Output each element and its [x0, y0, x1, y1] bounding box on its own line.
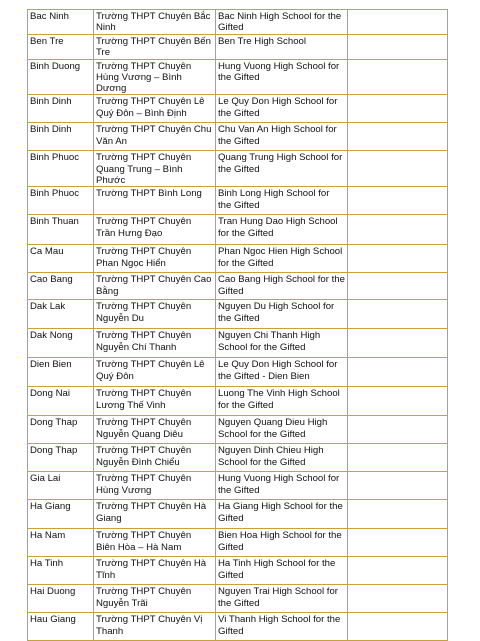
- table-row: [28, 472, 448, 500]
- province-cell: Dien Bien: [28, 358, 94, 387]
- province-cell: Ca Mau: [28, 245, 94, 273]
- table-row: [28, 215, 448, 245]
- empty-cell: [348, 329, 448, 358]
- empty-cell: [348, 387, 448, 416]
- empty-cell: [348, 59, 448, 95]
- empty-cell: [348, 585, 448, 613]
- province-cell: Ben Tre: [28, 35, 94, 60]
- table-row: [28, 387, 448, 416]
- province-cell: Dong Thap: [28, 444, 94, 472]
- empty-cell: [348, 273, 448, 300]
- vietnamese-name-cell: Trường THPT Chuyên Nguyễn Du: [94, 300, 216, 329]
- table-row: [28, 329, 448, 358]
- vietnamese-name-cell: Trường THPT Chuyên Nguyễn Trãi: [94, 585, 216, 613]
- province-cell: Dak Lak: [28, 300, 94, 329]
- english-name-cell: Quang Trung High School for the Gifted: [216, 151, 348, 187]
- province-cell: Dong Thap: [28, 416, 94, 444]
- empty-cell: [348, 500, 448, 529]
- table-row: [28, 151, 448, 187]
- vietnamese-name-cell: Trường THPT Chuyên Bắc Ninh: [94, 10, 216, 35]
- vietnamese-name-cell: Trường THPT Chuyên Bến Tre: [94, 35, 216, 60]
- vietnamese-name-cell: Trường THPT Chuyên Lê Quý Đôn – Bình Định: [94, 95, 216, 123]
- province-cell: Hai Duong: [28, 585, 94, 613]
- empty-cell: [348, 529, 448, 557]
- vietnamese-name-cell: Trường THPT Chuyên Lương Thế Vinh: [94, 387, 216, 416]
- vietnamese-name-cell: Trường THPT Chuyên Chu Văn An: [94, 123, 216, 151]
- province-cell: Ha Giang: [28, 500, 94, 529]
- province-cell: Binh Thuan: [28, 215, 94, 245]
- province-cell: Bac Ninh: [28, 10, 94, 35]
- empty-cell: [348, 215, 448, 245]
- empty-cell: [348, 10, 448, 35]
- province-cell: Binh Phuoc: [28, 151, 94, 187]
- vietnamese-name-cell: Trường THPT Chuyên Hà Giang: [94, 500, 216, 529]
- province-cell: Binh Dinh: [28, 95, 94, 123]
- table-row: [28, 444, 448, 472]
- english-name-cell: Ben Tre High School: [216, 35, 348, 60]
- english-name-cell: Chu Van An High School for the Gifted: [216, 123, 348, 151]
- vietnamese-name-cell: Trường THPT Chuyên Hà Tĩnh: [94, 557, 216, 585]
- province-cell: Binh Duong: [28, 59, 94, 95]
- table-row: [28, 273, 448, 300]
- vietnamese-name-cell: Trường THPT Chuyên Nguyễn Đình Chiểu: [94, 444, 216, 472]
- english-name-cell: Tran Hung Dao High School for the Gifted: [216, 215, 348, 245]
- vietnamese-name-cell: Trường THPT Chuyên Biên Hòa – Hà Nam: [94, 529, 216, 557]
- empty-cell: [348, 151, 448, 187]
- english-name-cell: Nguyen Du High School for the Gifted: [216, 300, 348, 329]
- empty-cell: [348, 35, 448, 60]
- english-name-cell: Ha Tinh High School for the Gifted: [216, 557, 348, 585]
- province-cell: Cao Bang: [28, 273, 94, 300]
- empty-cell: [348, 300, 448, 329]
- english-name-cell: Hung Vuong High School for the Gifted: [216, 472, 348, 500]
- english-name-cell: Phan Ngoc Hien High School for the Gifted: [216, 245, 348, 273]
- empty-cell: [348, 123, 448, 151]
- vietnamese-name-cell: Trường THPT Chuyên Phan Ngọc Hiển: [94, 245, 216, 273]
- empty-cell: [348, 95, 448, 123]
- english-name-cell: Cao Bang High School for the Gifted: [216, 273, 348, 300]
- english-name-cell: Nguyen Chi Thanh High School for the Gifted: [216, 329, 348, 358]
- province-cell: Ha Tinh: [28, 557, 94, 585]
- table-row: [28, 300, 448, 329]
- table-row: [28, 10, 448, 35]
- vietnamese-name-cell: Trường THPT Chuyên Hùng Vương – Bình Dương: [94, 59, 216, 95]
- empty-cell: [348, 613, 448, 641]
- province-cell: Hau Giang: [28, 613, 94, 641]
- table-row: [28, 500, 448, 529]
- province-cell: Ha Nam: [28, 529, 94, 557]
- table-row: [28, 95, 448, 123]
- table-row: [28, 557, 448, 585]
- province-cell: Gia Lai: [28, 472, 94, 500]
- province-cell: Dak Nong: [28, 329, 94, 358]
- english-name-cell: Binh Long High School for the Gifted: [216, 187, 348, 215]
- english-name-cell: Luong The Vinh High School for the Gifted: [216, 387, 348, 416]
- table-row: [28, 187, 448, 215]
- table-row: [28, 585, 448, 613]
- empty-cell: [348, 416, 448, 444]
- vietnamese-name-cell: Trường THPT Bình Long: [94, 187, 216, 215]
- english-name-cell: Bien Hoa High School for the Gifted: [216, 529, 348, 557]
- english-name-cell: Vi Thanh High School for the Gifted: [216, 613, 348, 641]
- empty-cell: [348, 358, 448, 387]
- table-row: [28, 123, 448, 151]
- vietnamese-name-cell: Trường THPT Chuyên Trần Hưng Đạo: [94, 215, 216, 245]
- table-row: [28, 59, 448, 95]
- table-row: [28, 613, 448, 641]
- empty-cell: [348, 472, 448, 500]
- empty-cell: [348, 557, 448, 585]
- table-row: [28, 416, 448, 444]
- province-cell: Binh Phuoc: [28, 187, 94, 215]
- schools-table: [27, 9, 448, 641]
- vietnamese-name-cell: Trường THPT Chuyên Quang Trung – Bình Phước: [94, 151, 216, 187]
- vietnamese-name-cell: Trường THPT Chuyên Lê Quý Đôn: [94, 358, 216, 387]
- vietnamese-name-cell: Trường THPT Chuyên Hùng Vương: [94, 472, 216, 500]
- table-row: [28, 358, 448, 387]
- table-row: [28, 245, 448, 273]
- english-name-cell: Ha Giang High School for the Gifted: [216, 500, 348, 529]
- table-row: [28, 529, 448, 557]
- english-name-cell: Le Quy Don High School for the Gifted - Dien Bien: [216, 358, 348, 387]
- english-name-cell: Nguyen Quang Dieu High School for the Gifted: [216, 416, 348, 444]
- vietnamese-name-cell: Trường THPT Chuyên Nguyễn Quang Diêu: [94, 416, 216, 444]
- table-row: [28, 35, 448, 60]
- english-name-cell: Le Quy Don High School for the Gifted: [216, 95, 348, 123]
- empty-cell: [348, 444, 448, 472]
- empty-cell: [348, 187, 448, 215]
- province-cell: Binh Dinh: [28, 123, 94, 151]
- vietnamese-name-cell: Trường THPT Chuyên Vị Thanh: [94, 613, 216, 641]
- empty-cell: [348, 245, 448, 273]
- vietnamese-name-cell: Trường THPT Chuyên Nguyễn Chí Thanh: [94, 329, 216, 358]
- vietnamese-name-cell: Trường THPT Chuyên Cao Bằng: [94, 273, 216, 300]
- english-name-cell: Bac Ninh High School for the Gifted: [216, 10, 348, 35]
- english-name-cell: Nguyen Trai High School for the Gifted: [216, 585, 348, 613]
- table-body: [28, 10, 448, 641]
- english-name-cell: Hung Vuong High School for the Gifted: [216, 59, 348, 95]
- english-name-cell: Nguyen Dinh Chieu High School for the Gifted: [216, 444, 348, 472]
- province-cell: Dong Nai: [28, 387, 94, 416]
